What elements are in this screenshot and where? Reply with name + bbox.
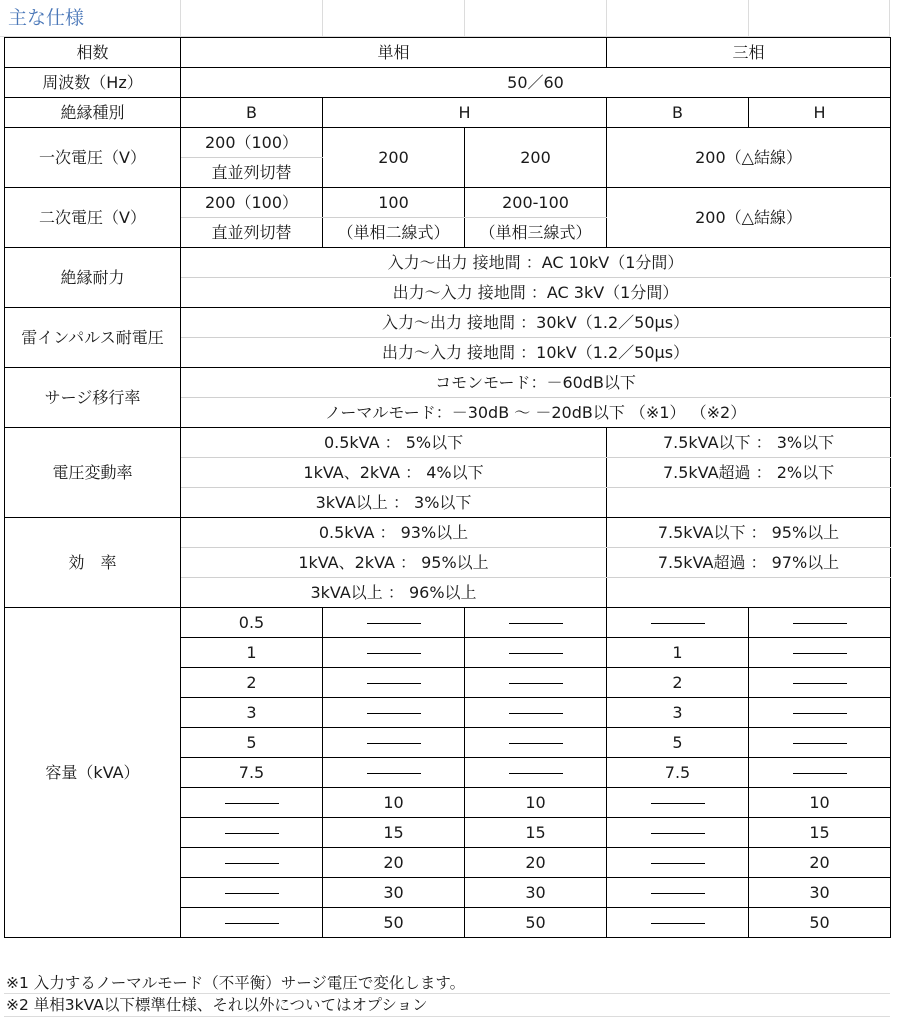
phase-three: 三相 — [607, 38, 891, 68]
label-primary-voltage: 一次電圧（V） — [5, 128, 181, 188]
dielectric-input: 入力〜出力 接地間 ：AC 10kV（1分間） — [181, 248, 891, 278]
label-surge: サージ移行率 — [5, 368, 181, 428]
capacity-three-h: 10 — [749, 788, 891, 818]
insulation-single-h: H — [323, 98, 607, 128]
capacity-single-h1: 50 — [323, 908, 465, 938]
dash-mark — [367, 653, 421, 654]
capacity-single-h2-none — [465, 668, 607, 698]
notes — [4, 972, 890, 1017]
dash-mark — [651, 803, 705, 804]
regulation-three-empty — [607, 488, 891, 518]
label-insulation-class: 絶縁種別 — [5, 98, 181, 128]
regulation-single-3: 3kVA以上 ： 3%以下 — [181, 488, 607, 518]
dash-mark — [651, 623, 705, 624]
capacity-single-h2-none — [465, 728, 607, 758]
efficiency-three-1: 7.5kVA以下 ： 95%以上 — [607, 518, 891, 548]
capacity-single-h1-none — [323, 758, 465, 788]
note-2: ※2 単相3kVA以下標準仕様、それ以外についてはオプション — [4, 994, 890, 1017]
capacity-single-h1: 10 — [323, 788, 465, 818]
capacity-three-h-none — [749, 638, 891, 668]
dash-mark — [509, 653, 563, 654]
dash-mark — [793, 623, 847, 624]
regulation-three-1: 7.5kVA以下 ： 3%以下 — [607, 428, 891, 458]
efficiency-single-1: 0.5kVA ： 93%以上 — [181, 518, 607, 548]
label-regulation: 電圧変動率 — [5, 428, 181, 518]
lightning-input: 入力〜出力 接地間 ：30kV（1.2／50μs） — [181, 308, 891, 338]
regulation-three-2: 7.5kVA超過 ： 2%以下 — [607, 458, 891, 488]
capacity-three-h: 15 — [749, 818, 891, 848]
capacity-three-h: 30 — [749, 878, 891, 908]
capacity-three-b: 7.5 — [607, 758, 749, 788]
capacity-single-h1-none — [323, 698, 465, 728]
capacity-single-h2-none — [465, 638, 607, 668]
capacity-row — [5, 608, 891, 638]
capacity-single-h2-none — [465, 608, 607, 638]
row-surge — [5, 368, 891, 398]
capacity-single-b: 3 — [181, 698, 323, 728]
label-frequency: 周波数（Hz） — [5, 68, 181, 98]
secondary-b-line1: 200（100） — [181, 188, 323, 218]
capacity-single-h1-none — [323, 668, 465, 698]
title-cell — [0, 0, 181, 37]
capacity-three-h-none — [749, 758, 891, 788]
primary-h2: 200 — [465, 128, 607, 188]
dielectric-output: 出力〜入力 接地間 ：AC 3kV（1分間） — [181, 278, 891, 308]
dash-mark — [225, 923, 279, 924]
capacity-three-h: 50 — [749, 908, 891, 938]
label-efficiency: 効 率 — [5, 518, 181, 608]
dash-mark — [367, 683, 421, 684]
label-dielectric: 絶縁耐力 — [5, 248, 181, 308]
row-frequency — [5, 68, 891, 98]
note-1: ※1 入力するノーマルモード（不平衡）サージ電圧で変化します。 — [4, 972, 890, 994]
insulation-three-h: H — [749, 98, 891, 128]
dash-mark — [225, 863, 279, 864]
capacity-single-h1-none — [323, 608, 465, 638]
capacity-three-b-none — [607, 908, 749, 938]
row-dielectric — [5, 248, 891, 278]
dash-mark — [367, 743, 421, 744]
dash-mark — [509, 773, 563, 774]
dash-mark — [367, 623, 421, 624]
dash-mark — [793, 713, 847, 714]
capacity-single-h1: 30 — [323, 878, 465, 908]
empty-cell — [749, 0, 890, 37]
empty-cell — [323, 0, 465, 37]
dash-mark — [225, 893, 279, 894]
capacity-three-b: 5 — [607, 728, 749, 758]
primary-three: 200（△結線） — [607, 128, 891, 188]
dash-mark — [509, 743, 563, 744]
capacity-single-h2: 10 — [465, 788, 607, 818]
empty-cell — [181, 0, 323, 37]
label-secondary-voltage: 二次電圧（V） — [5, 188, 181, 248]
dash-mark — [651, 923, 705, 924]
capacity-single-h2: 50 — [465, 908, 607, 938]
capacity-three-b: 3 — [607, 698, 749, 728]
efficiency-single-2: 1kVA、2kVA ： 95%以上 — [181, 548, 607, 578]
label-lightning: 雷インパルス耐電圧 — [5, 308, 181, 368]
dash-mark — [367, 773, 421, 774]
capacity-three-h: 20 — [749, 848, 891, 878]
row-primary-voltage — [5, 128, 891, 158]
label-capacity: 容量（kVA） — [5, 608, 181, 938]
dash-mark — [651, 833, 705, 834]
capacity-single-b: 0.5 — [181, 608, 323, 638]
dash-mark — [509, 713, 563, 714]
dash-mark — [509, 683, 563, 684]
capacity-three-b-none — [607, 878, 749, 908]
capacity-single-b: 5 — [181, 728, 323, 758]
capacity-single-h2: 20 — [465, 848, 607, 878]
dash-mark — [367, 713, 421, 714]
capacity-single-b: 7.5 — [181, 758, 323, 788]
secondary-h2-line1: 200-100 — [465, 188, 607, 218]
capacity-single-b: 2 — [181, 668, 323, 698]
capacity-three-h-none — [749, 668, 891, 698]
secondary-h1-line2: （単相二線式） — [323, 218, 465, 248]
capacity-section — [5, 608, 891, 938]
surge-common: コモンモード：－60dB以下 — [181, 368, 891, 398]
dash-mark — [509, 623, 563, 624]
row-lightning — [5, 308, 891, 338]
row-phase — [5, 38, 891, 68]
capacity-single-h1-none — [323, 638, 465, 668]
secondary-b-line2: 直並列切替 — [181, 218, 323, 248]
capacity-three-b-none — [607, 608, 749, 638]
efficiency-three-empty — [607, 578, 891, 608]
regulation-single-1: 0.5kVA ： 5%以下 — [181, 428, 607, 458]
insulation-three-b: B — [607, 98, 749, 128]
primary-h1: 200 — [323, 128, 465, 188]
empty-cell — [465, 0, 607, 37]
row-insulation-class — [5, 98, 891, 128]
primary-b-line1: 200（100） — [181, 128, 323, 158]
efficiency-three-2: 7.5kVA超過 ： 97%以上 — [607, 548, 891, 578]
capacity-three-b: 2 — [607, 668, 749, 698]
dash-mark — [225, 833, 279, 834]
dash-mark — [793, 743, 847, 744]
capacity-single-h2-none — [465, 758, 607, 788]
capacity-three-h-none — [749, 728, 891, 758]
row-secondary-voltage — [5, 188, 891, 218]
capacity-single-h2-none — [465, 698, 607, 728]
empty-cell — [607, 0, 749, 37]
capacity-single-b: 1 — [181, 638, 323, 668]
capacity-single-b-none — [181, 908, 323, 938]
capacity-single-b-none — [181, 788, 323, 818]
capacity-three-b-none — [607, 848, 749, 878]
phase-single: 単相 — [181, 38, 607, 68]
dash-mark — [651, 893, 705, 894]
capacity-single-b-none — [181, 848, 323, 878]
efficiency-single-3: 3kVA以上 ： 96%以上 — [181, 578, 607, 608]
capacity-three-h-none — [749, 608, 891, 638]
regulation-single-2: 1kVA、2kVA ： 4%以下 — [181, 458, 607, 488]
capacity-single-h1-none — [323, 728, 465, 758]
dash-mark — [793, 653, 847, 654]
secondary-three: 200（△結線） — [607, 188, 891, 248]
dash-mark — [793, 683, 847, 684]
capacity-single-h1: 15 — [323, 818, 465, 848]
dash-mark — [225, 803, 279, 804]
surge-normal: ノーマルモード：－30dB 〜 －20dB以下 （※1） （※2） — [181, 398, 891, 428]
frequency-value: 50／60 — [181, 68, 891, 98]
dash-mark — [793, 773, 847, 774]
capacity-three-b-none — [607, 788, 749, 818]
lightning-output: 出力〜入力 接地間 ：10kV（1.2／50μs） — [181, 338, 891, 368]
dash-mark — [651, 863, 705, 864]
capacity-three-h-none — [749, 698, 891, 728]
capacity-three-b-none — [607, 818, 749, 848]
capacity-single-h1: 20 — [323, 848, 465, 878]
spec-table — [4, 37, 891, 938]
secondary-h1-line1: 100 — [323, 188, 465, 218]
capacity-single-h2: 30 — [465, 878, 607, 908]
secondary-h2-line2: （単相三線式） — [465, 218, 607, 248]
label-phase: 相数 — [5, 38, 181, 68]
row-efficiency — [5, 518, 891, 548]
primary-b-line2: 直並列切替 — [181, 158, 323, 188]
capacity-three-b: 1 — [607, 638, 749, 668]
row-regulation — [5, 428, 891, 458]
capacity-single-h2: 15 — [465, 818, 607, 848]
title-row — [0, 0, 890, 37]
capacity-single-b-none — [181, 818, 323, 848]
page-title: 主な仕様 — [8, 7, 85, 29]
insulation-single-b: B — [181, 98, 323, 128]
capacity-single-b-none — [181, 878, 323, 908]
